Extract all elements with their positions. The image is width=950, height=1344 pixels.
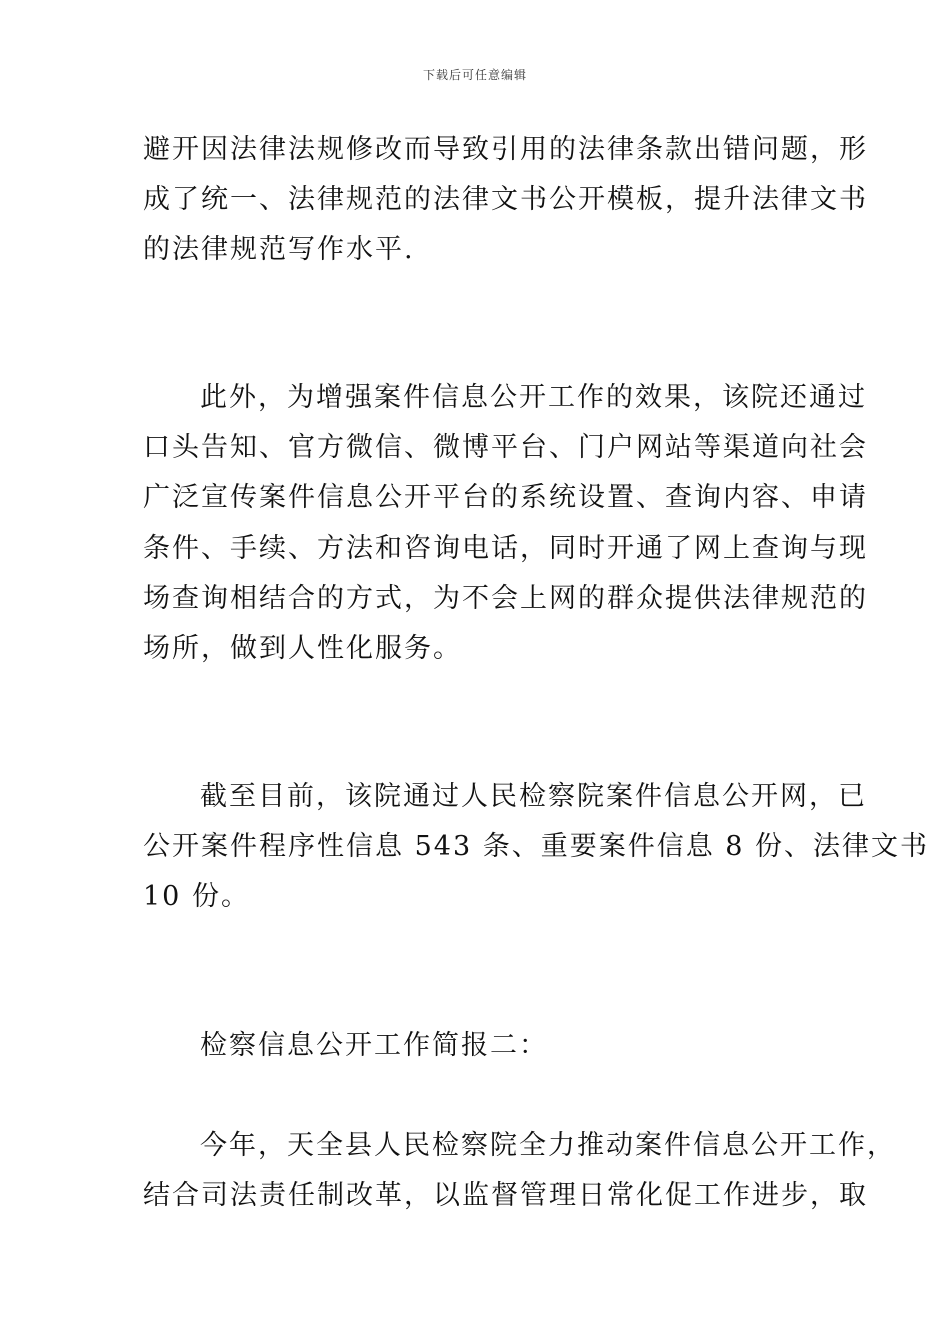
paragraph-3-line-2: 公开案件程序性信息 543 条、重要案件信息 8 份、法律文书 [143, 831, 930, 862]
paragraph-5-line-2: 结合司法责任制改革，以监督管理日常化促工作进步，取 [143, 1180, 868, 1211]
paragraph-2-line-4: 条件、手续、方法和咨询电话，同时开通了网上查询与现 [143, 533, 868, 564]
paragraph-1-line-1: 避开因法律法规修改而导致引用的法律条款出错问题，形 [143, 134, 868, 165]
paragraph-3-line-3: 10 份。 [143, 881, 250, 912]
paragraph-5-line-1: 今年，天全县人民检察院全力推动案件信息公开工作， [200, 1130, 896, 1161]
paragraph-2-line-1: 此外，为增强案件信息公开工作的效果，该院还通过 [200, 382, 867, 413]
paragraph-2-line-6: 场所，做到人性化服务。 [143, 633, 462, 664]
paragraph-2-line-2: 口头告知、官方微信、微博平台、门户网站等渠道向社会 [143, 432, 868, 463]
paragraph-2-line-5: 场查询相结合的方式，为不会上网的群众提供法律规范的 [143, 583, 868, 614]
paragraph-3-line-1: 截至目前，该院通过人民检察院案件信息公开网，已 [200, 781, 867, 812]
section-heading: 检察信息公开工作简报二： [200, 1030, 548, 1061]
page-header: 下载后可任意编辑 [422, 68, 527, 82]
paragraph-2-line-3: 广泛宣传案件信息公开平台的系统设置、查询内容、申请 [143, 482, 868, 513]
paragraph-1-line-3: 的法律规范写作水平. [143, 234, 415, 265]
paragraph-1-line-2: 成了统一、法律规范的法律文书公开模板，提升法律文书 [143, 184, 868, 215]
